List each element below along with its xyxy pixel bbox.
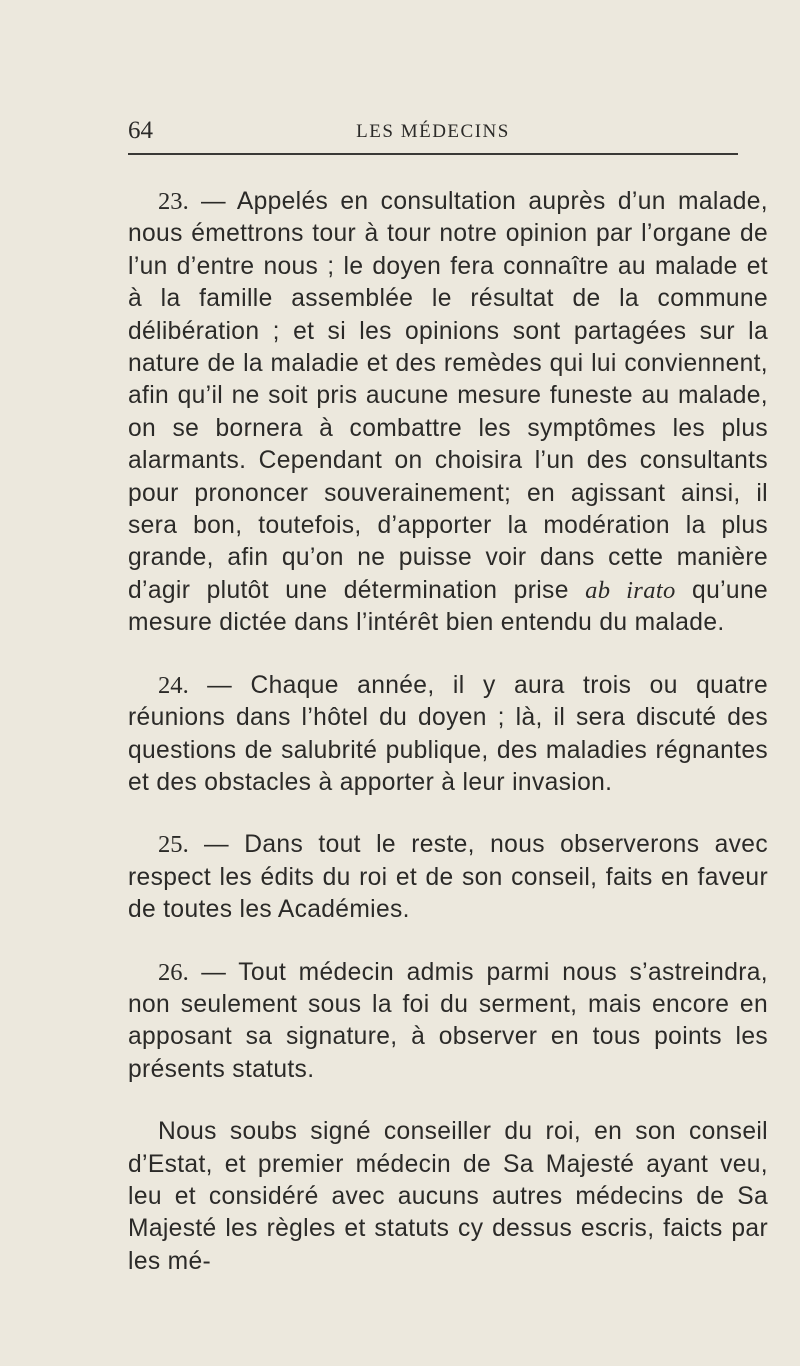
paragraph-24 (128, 670, 768, 800)
article-number: 23. (158, 188, 189, 215)
paragraph-text: Nous soubs signé conseiller du roi, en son conseil d’Estat, et premier médecin de Sa Majesté ayant veu, leu et considéré avec aucuns autres médecins de Sa Majesté les règles et statuts cy dessus escris, faicts par les mé- (128, 1118, 768, 1275)
page-header (128, 116, 738, 146)
latin-phrase: ab irato (585, 576, 676, 604)
article-number: 24. (158, 671, 189, 699)
paragraph-text: — Appelés en consultation auprès d’un malade, nous émettrons tour à tour notre opinion par l’organe de l’un d’entre nous ; le doyen fera connaître au malade et à la famille assemblée le résultat de la commune délibération ; et si les opinions sont partagées sur la nature de la maladie et des remèdes qui lui conviennent, afin qu’il ne soit pris aucune mesure funeste au malade, on se bornera à combattre les symptômes les plus alarmants. Cependant on choisira l’un des consultants pour prononcer souverainement; en agissant ainsi, il sera bon, toutefois, d’apporter la modération la plus grande, afin qu’on ne puisse voir dans cette manière d’agir plutôt une détermination prise (128, 188, 768, 604)
page-number: 64 (128, 117, 153, 144)
paragraph-text: qu’une mesure dictée dans l’intérêt bien entendu du malade. (128, 576, 769, 637)
paragraph-text: — Chaque année, il y aura trois ou quatre réunions dans l’hôtel du doyen ; là, il sera discuté des questions de salubrité publique, des maladies régnantes et des obstacles à apporter à leur invasion. (128, 671, 768, 796)
article-number: 26. (158, 958, 189, 986)
paragraph-closing (128, 1116, 768, 1278)
header-rule (128, 153, 738, 155)
paragraph-26 (128, 957, 768, 1087)
paragraph-25 (128, 829, 768, 926)
paragraph-text: — Dans tout le reste, nous observerons avec respect les édits du roi et de son conseil, faits en faveur de toutes les Académies. (128, 831, 768, 924)
paragraph-text: — Tout médecin admis parmi nous s’astreindra, non seulement sous la foi du serment, mais encore en apposant sa signature, à observer en tous points les présents statuts. (128, 958, 768, 1083)
running-title: LES MÉDECINS (356, 121, 510, 142)
paragraph-23 (128, 186, 768, 640)
article-number: 25. (158, 831, 189, 859)
body-text (128, 186, 768, 1278)
